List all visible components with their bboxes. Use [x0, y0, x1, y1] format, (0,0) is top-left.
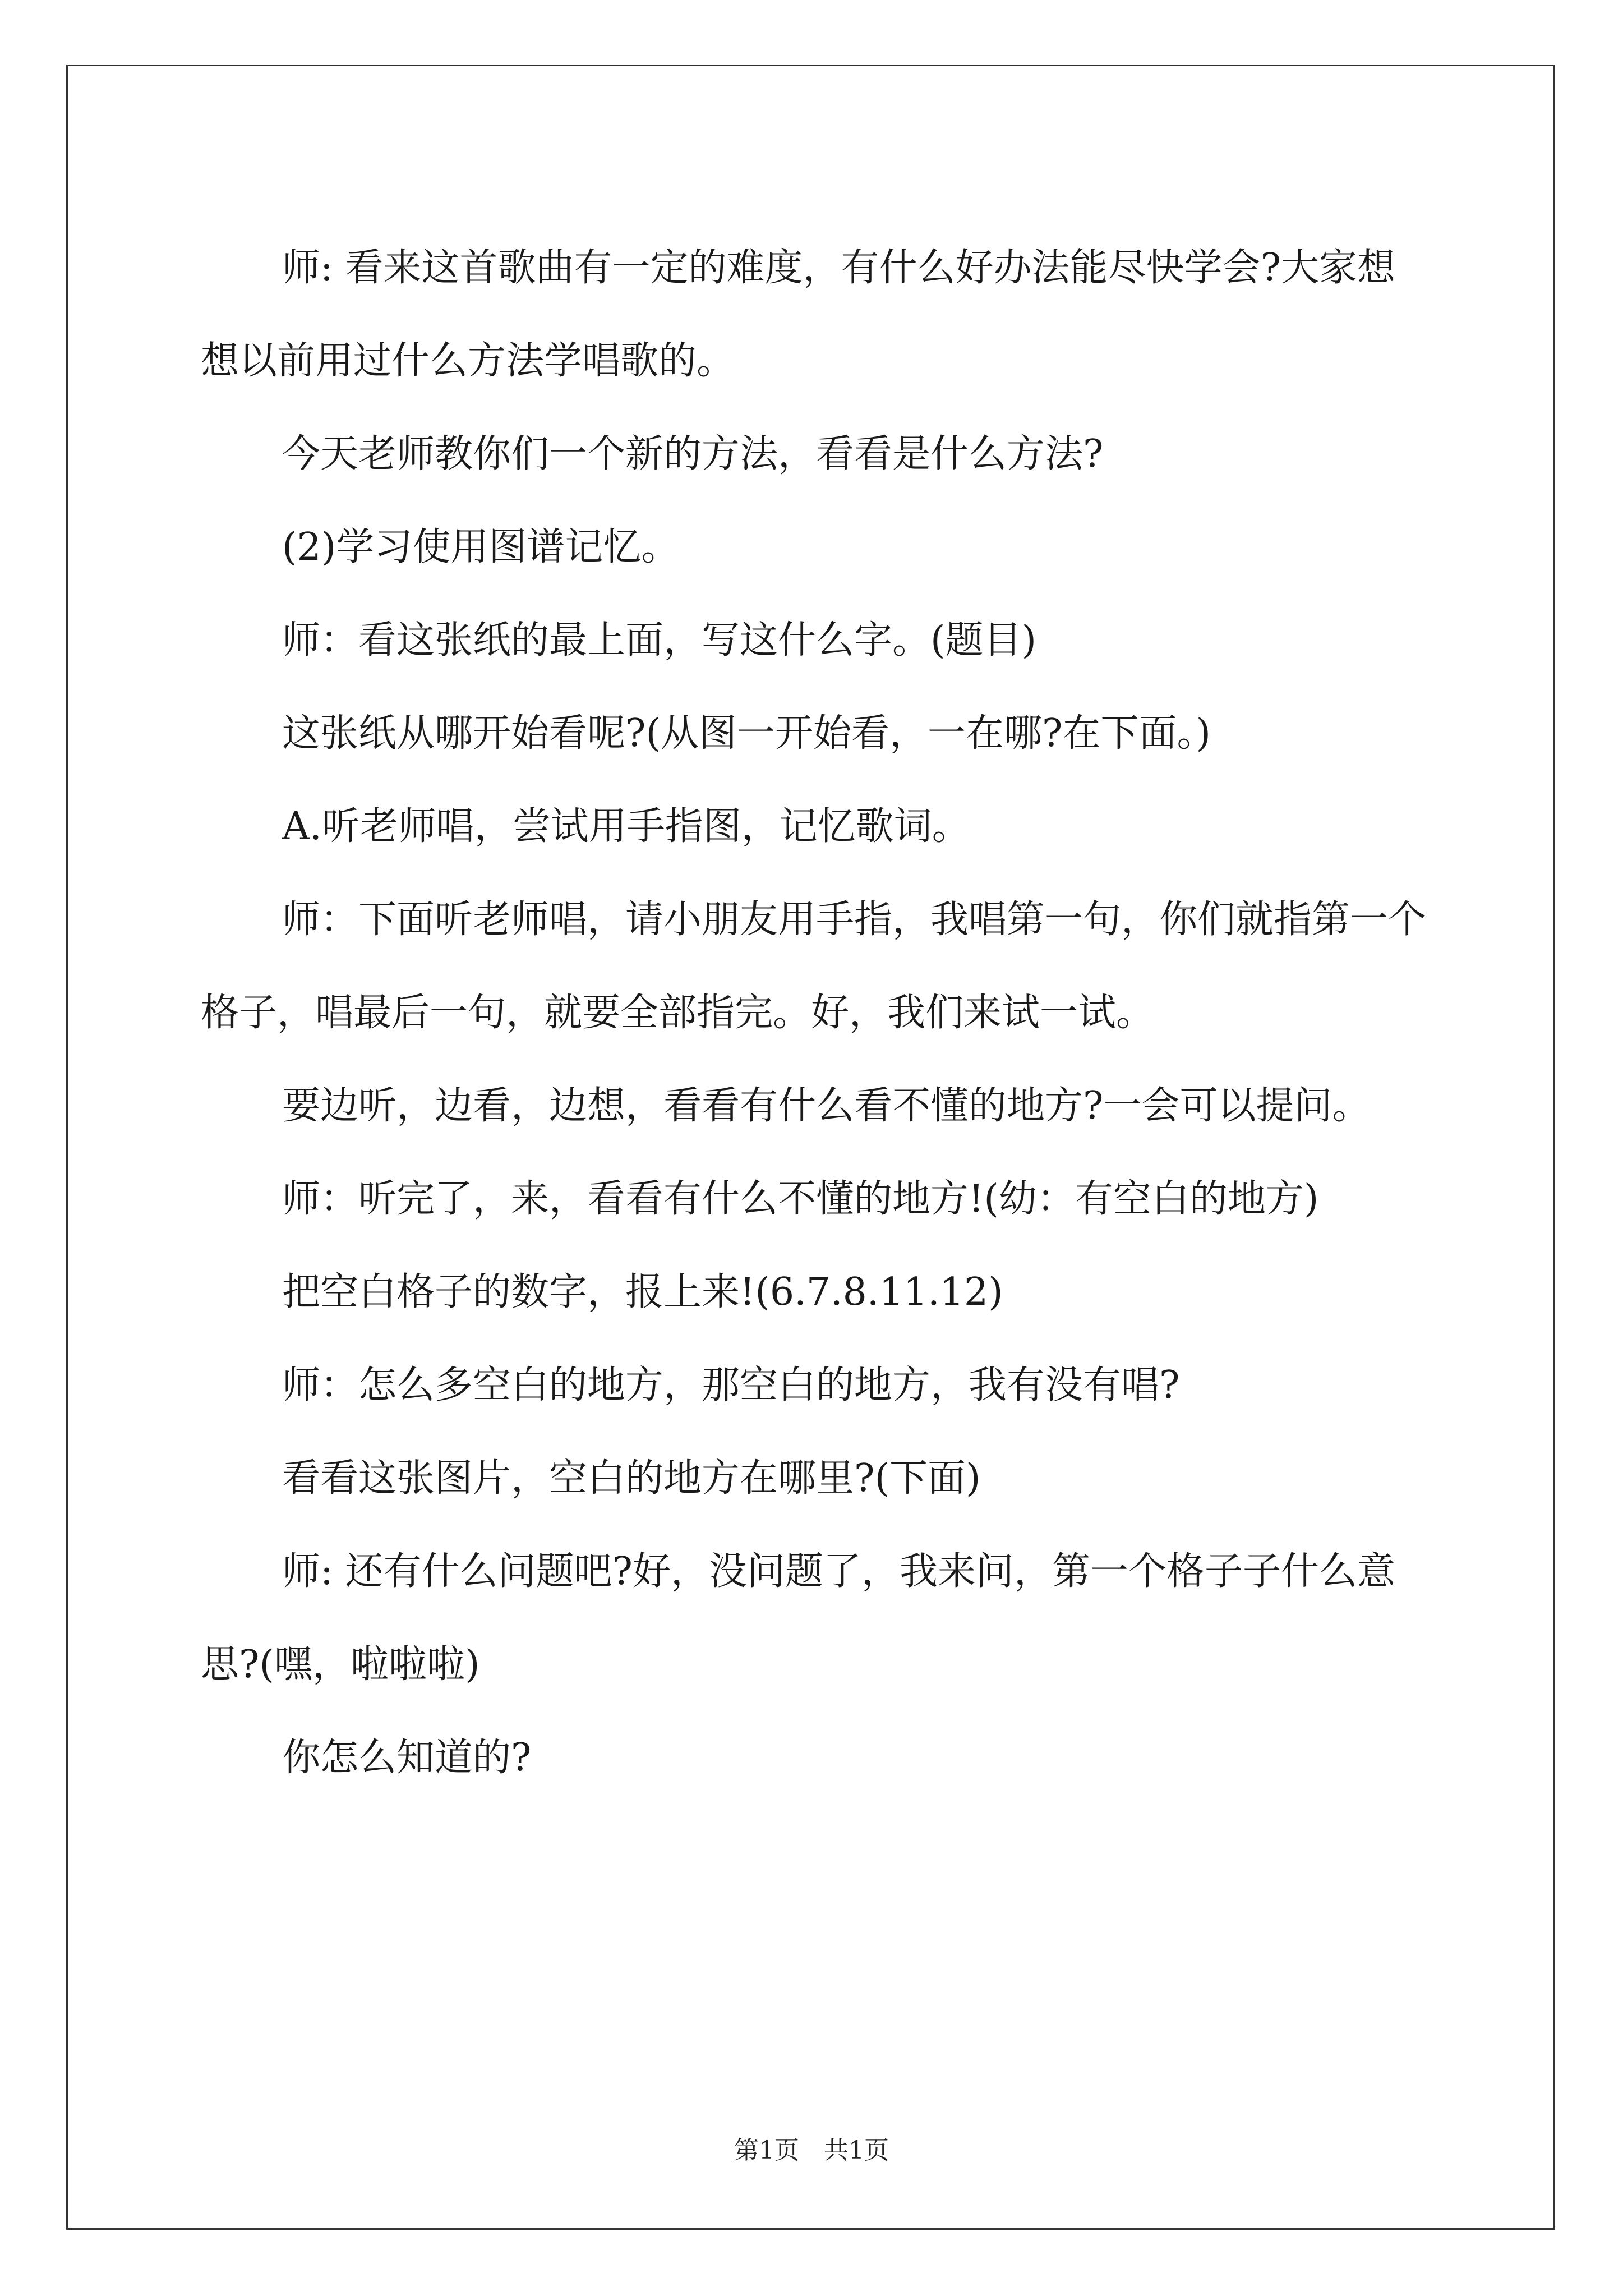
paragraph: 你怎么知道的?: [282, 1736, 532, 1780]
paragraph: 师: 看来这首歌曲有一定的难度，有什么好办法能尽快学会?大家想想以前用过什么方法学唱歌的。: [201, 246, 1395, 383]
paragraph: 师：看这张纸的最上面，写这什么字。(题目): [282, 618, 1037, 662]
paragraph: A.听老师唱，尝试用手指图，记忆歌词。: [282, 804, 970, 849]
paragraph: 师：下面听老师唱，请小朋友用手指，我唱第一句，你们就指第一个格子，唱最后一句，就要全部指完。好，我们来试一试。: [201, 898, 1427, 1035]
paragraph: (2)学习使用图谱记忆。: [282, 525, 680, 569]
paragraph: 把空白格子的数字，报上来!(6.7.8.11.12): [282, 1270, 1003, 1314]
paragraph: 师：怎么多空白的地方，那空白的地方，我有没有唱?: [282, 1363, 1180, 1407]
paragraph: 要边听，边看，边想，看看有什么看不懂的地方?一会可以提问。: [282, 1084, 1371, 1128]
paragraph: 师：听完了，来，看看有什么不懂的地方!(幼：有空白的地方): [282, 1177, 1319, 1221]
document-body: [201, 222, 1429, 1805]
page-number: 第1页 共1页: [734, 2136, 889, 2165]
paragraph: 今天老师教你们一个新的方法，看看是什么方法?: [282, 432, 1104, 476]
paragraph: 这张纸从哪开始看呢?(从图一开始看，一在哪?在下面。): [282, 711, 1211, 756]
paragraph: 师: 还有什么问题吧?好，没问题了，我来问，第一个格子子什么意思?(嘿，啦啦啦): [201, 1549, 1395, 1687]
paragraph: 看看这张图片，空白的地方在哪里?(下面): [282, 1456, 981, 1501]
